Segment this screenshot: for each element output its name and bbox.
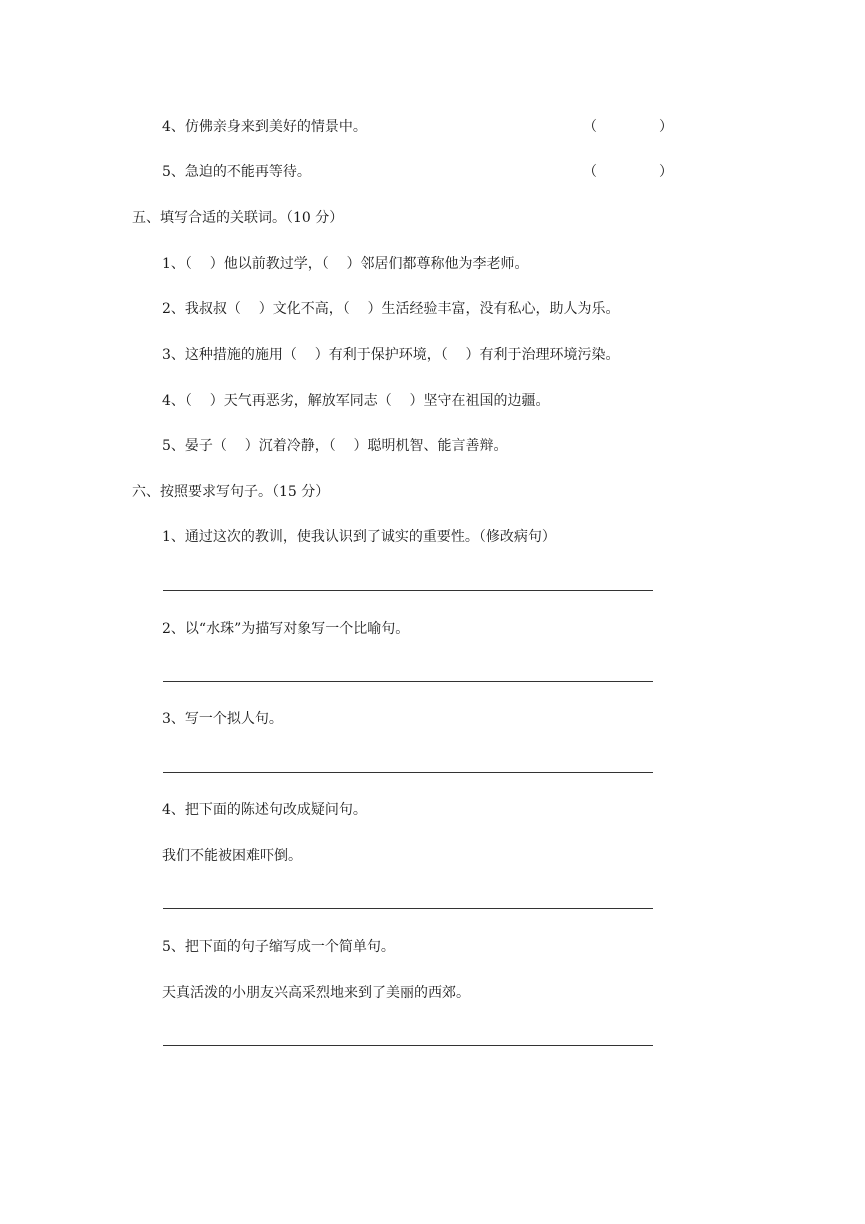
paren-close: ） <box>659 119 673 135</box>
paren-close: ） <box>659 164 673 180</box>
paren-open: （ <box>583 164 597 180</box>
answer-line[interactable] <box>163 1045 653 1046</box>
source-sentence: 天真活泼的小朋友兴高采烈地来到了美丽的西郊。 <box>162 985 470 1001</box>
fill-blank-item[interactable]: 4、（ ）天气再恶劣，解放军同志（ ）坚守在祖国的边疆。 <box>162 393 550 409</box>
section-heading: 六、按照要求写句子。（15 分） <box>132 484 330 500</box>
answer-line[interactable] <box>163 908 653 909</box>
section-heading: 五、填写合适的关联词。（10 分） <box>132 210 344 226</box>
fill-blank-item[interactable]: 5、晏子（ ）沉着冷静，（ ）聪明机智、能言善辩。 <box>162 438 508 454</box>
paren-open: （ <box>583 119 597 135</box>
answer-line[interactable] <box>163 590 653 591</box>
question-item: 1、通过这次的教训，使我认识到了诚实的重要性。（修改病句） <box>162 529 556 545</box>
question-item: 4、仿佛亲身来到美好的情景中。 <box>162 119 367 135</box>
answer-line[interactable] <box>163 681 653 682</box>
fill-blank-item[interactable]: 3、这种措施的施用（ ）有利于保护环境，（ ）有利于治理环境污染。 <box>162 347 620 363</box>
fill-blank-item[interactable]: 2、我叔叔（ ）文化不高，（ ）生活经验丰富，没有私心，助人为乐。 <box>162 301 620 317</box>
question-item: 3、写一个拟人句。 <box>162 711 283 727</box>
fill-blank-item[interactable]: 1、（ ）他以前教过学，（ ）邻居们都尊称他为李老师。 <box>162 256 529 272</box>
answer-line[interactable] <box>163 772 653 773</box>
question-item: 4、把下面的陈述句改成疑问句。 <box>162 802 367 818</box>
question-item: 5、急迫的不能再等待。 <box>162 164 311 180</box>
question-item: 2、以“水珠”为描写对象写一个比喻句。 <box>162 621 410 637</box>
source-sentence: 我们不能被困难吓倒。 <box>162 848 302 864</box>
question-item: 5、把下面的句子缩写成一个简单句。 <box>162 939 395 955</box>
